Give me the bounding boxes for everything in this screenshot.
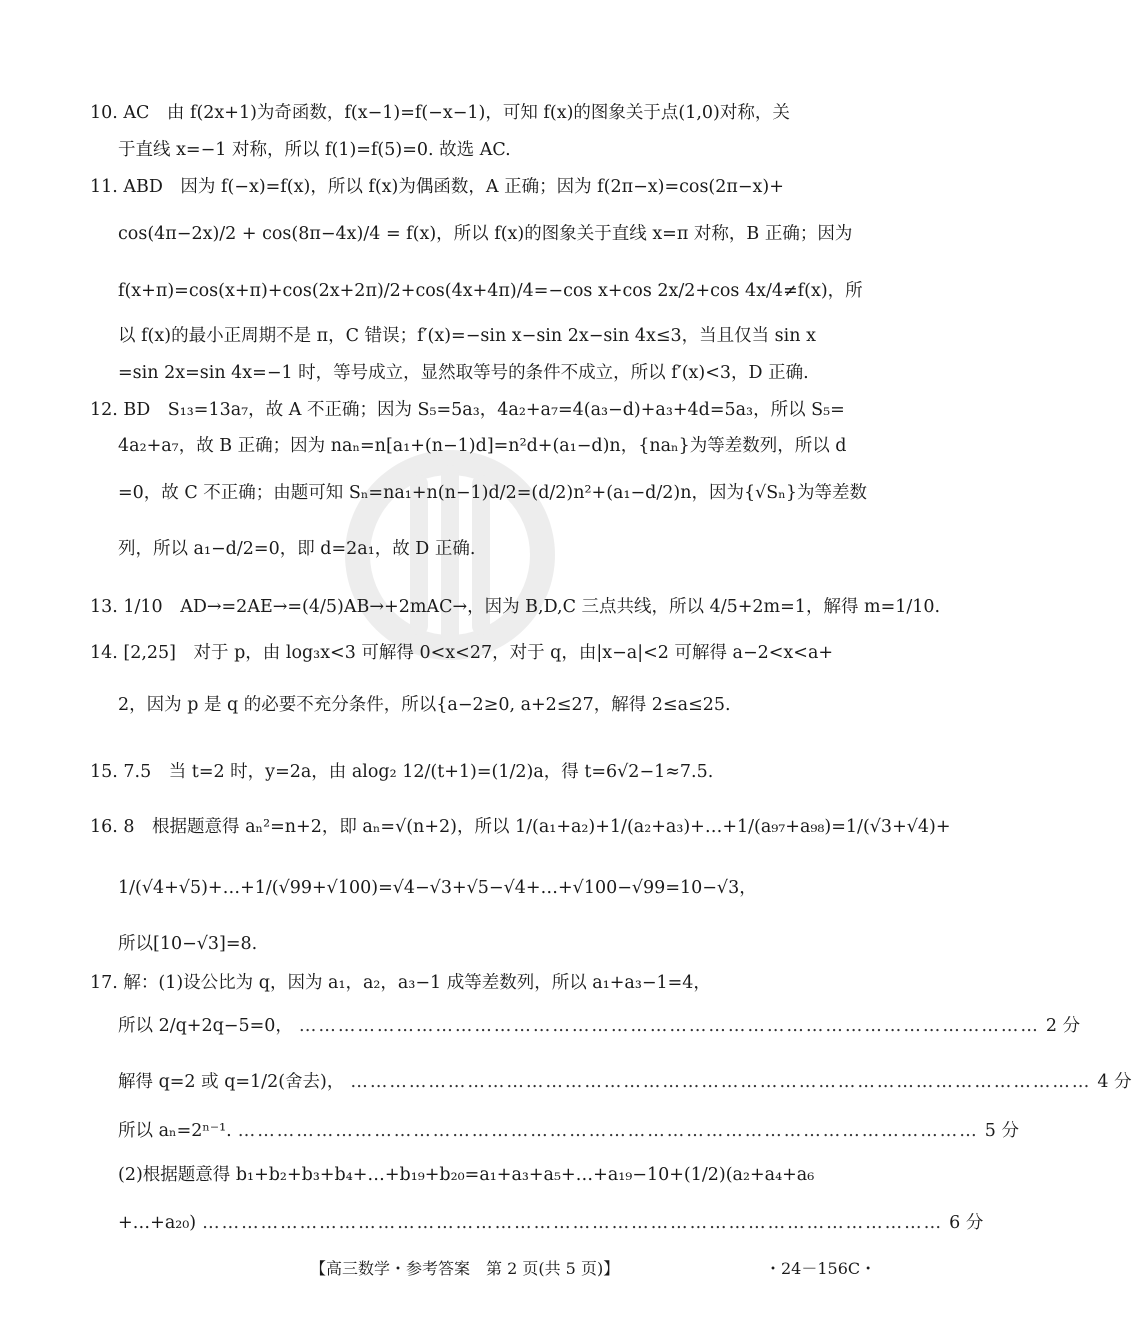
answer-17-part-2: (2)根据题意得 b₁+b₂+b₃+b₄+…+b₁₉+b₂₀=a₁+a₃+a₅+…+a₁₉−10+(1/2)(a₂+a₄+a₆ [118,1165,815,1185]
answer-16-line-2: 1/(√4+√5)+…+1/(√99+√100)=√4−√3+√5−√4+…+√100−√99=10−√3， [118,878,757,898]
step-text: +…+a₂₀) [118,1213,197,1233]
answer-11-line-5: =sin 2x=sin 4x=−1 时，等号成立，显然取等号的条件不成立，所以 f′(x)<3，D 正确. [118,363,809,383]
dot-leader: …………………………………………………………………………………………………… [350,1072,1092,1092]
answer-12-line-2: 4a₂+a₇，故 B 正确；因为 naₙ=n[a₁+(n−1)d]=n²d+(a₁−d)n，{naₙ}为等差数列，所以 d [118,436,847,456]
answer-17-step-1 [118,1014,1081,1038]
dot-leader: …………………………………………………………………………………………………… [202,1213,944,1233]
step-points: 2 分 [1045,1016,1081,1036]
step-text: 所以 aₙ=2ⁿ⁻¹. [118,1121,232,1141]
answer-12-line-4: 列，所以 a₁−d/2=0，即 d=2a₁，故 D 正确. [118,539,476,559]
step-text: 所以 2/q+2q−5=0， [118,1016,293,1036]
answer-11-line-3: f(x+π)=cos(x+π)+cos(2x+2π)/2+cos(4x+4π)/4=−cos x+cos 2x/2+cos 4x/4≠f(x)，所 [118,281,863,301]
answer-12-line-1: 12. BD S₁₃=13a₇，故 A 不正确；因为 S₅=5a₃，4a₂+a₇=4(a₃−d)+a₃+4d=5a₃，所以 S₅= [90,400,845,420]
step-points: 5 分 [984,1121,1019,1141]
dot-leader: …………………………………………………………………………………………………… [298,1016,1040,1036]
answer-12-line-3: =0，故 C 不正确；由题可知 Sₙ=na₁+n(n−1)d/2=(d/2)n²+(a₁−d/2)n，因为{√Sₙ}为等差数 [118,483,867,503]
step-points: 4 分 [1097,1072,1132,1092]
answer-11-line-4: 以 f(x)的最小正周期不是 π，C 错误；f′(x)=−sin x−sin 2x−sin 4x≤3，当且仅当 sin x [118,326,816,346]
step-text: 解得 q=2 或 q=1/2(舍去)， [118,1072,345,1092]
answer-10-line-2: 于直线 x=−1 对称，所以 f(1)=f(5)=0. 故选 AC. [118,140,511,160]
answer-16-line-1: 16. 8 根据题意得 aₙ²=n+2，即 aₙ=√(n+2)，所以 1/(a₁+a₂)+1/(a₂+a₃)+…+1/(a₉₇+a₉₈)=1/(√3+√4)+ [90,817,951,837]
answer-17-step-3 [118,1119,1019,1143]
answer-17-line-1: 17. 解：(1)设公比为 q，因为 a₁，a₂，a₃−1 成等差数列，所以 a₁+a₃−1=4， [90,973,711,993]
answer-17-step-4 [118,1211,984,1235]
answer-17-step-2 [118,1070,1132,1094]
answer-11-line-1: 11. ABD 因为 f(−x)=f(x)，所以 f(x)为偶函数，A 正确；因为 f(2π−x)=cos(2π−x)+ [90,177,784,197]
footer-code: ・24－156C・ [765,1259,877,1278]
answer-15: 15. 7.5 当 t=2 时，y=2a，由 alog₂ 12/(t+1)=(1/2)a，得 t=6√2−1≈7.5. [90,762,714,782]
answer-14-line-2: 2，因为 p 是 q 的必要不充分条件，所以{a−2≥0, a+2≤27，解得 2≤a≤25. [118,695,731,715]
dot-leader: …………………………………………………………………………………………………… [237,1121,979,1141]
step-points: 6 分 [949,1213,984,1233]
answer-13: 13. 1/10 AD→=2AE→=(4/5)AB→+2mAC→，因为 B,D,C 三点共线，所以 4/5+2m=1，解得 m=1/10. [90,597,941,617]
footer-title: 【高三数学・参考答案 第 2 页(共 5 页)】 [310,1259,620,1278]
answer-16-line-3: 所以[10−√3]=8. [118,934,258,954]
answer-10-line-1: 10. AC 由 f(2x+1)为奇函数，f(x−1)=f(−x−1)，可知 f(x)的图象关于点(1,0)对称，关 [90,103,790,123]
answer-14-line-1: 14. [2,25] 对于 p，由 log₃x<3 可解得 0<x<27，对于 q，由|x−a|<2 可解得 a−2<x<a+ [90,643,834,663]
answer-11-line-2: cos(4π−2x)/2 + cos(8π−4x)/4 = f(x)，所以 f(x)的图象关于直线 x=π 对称，B 正确；因为 [118,224,853,244]
